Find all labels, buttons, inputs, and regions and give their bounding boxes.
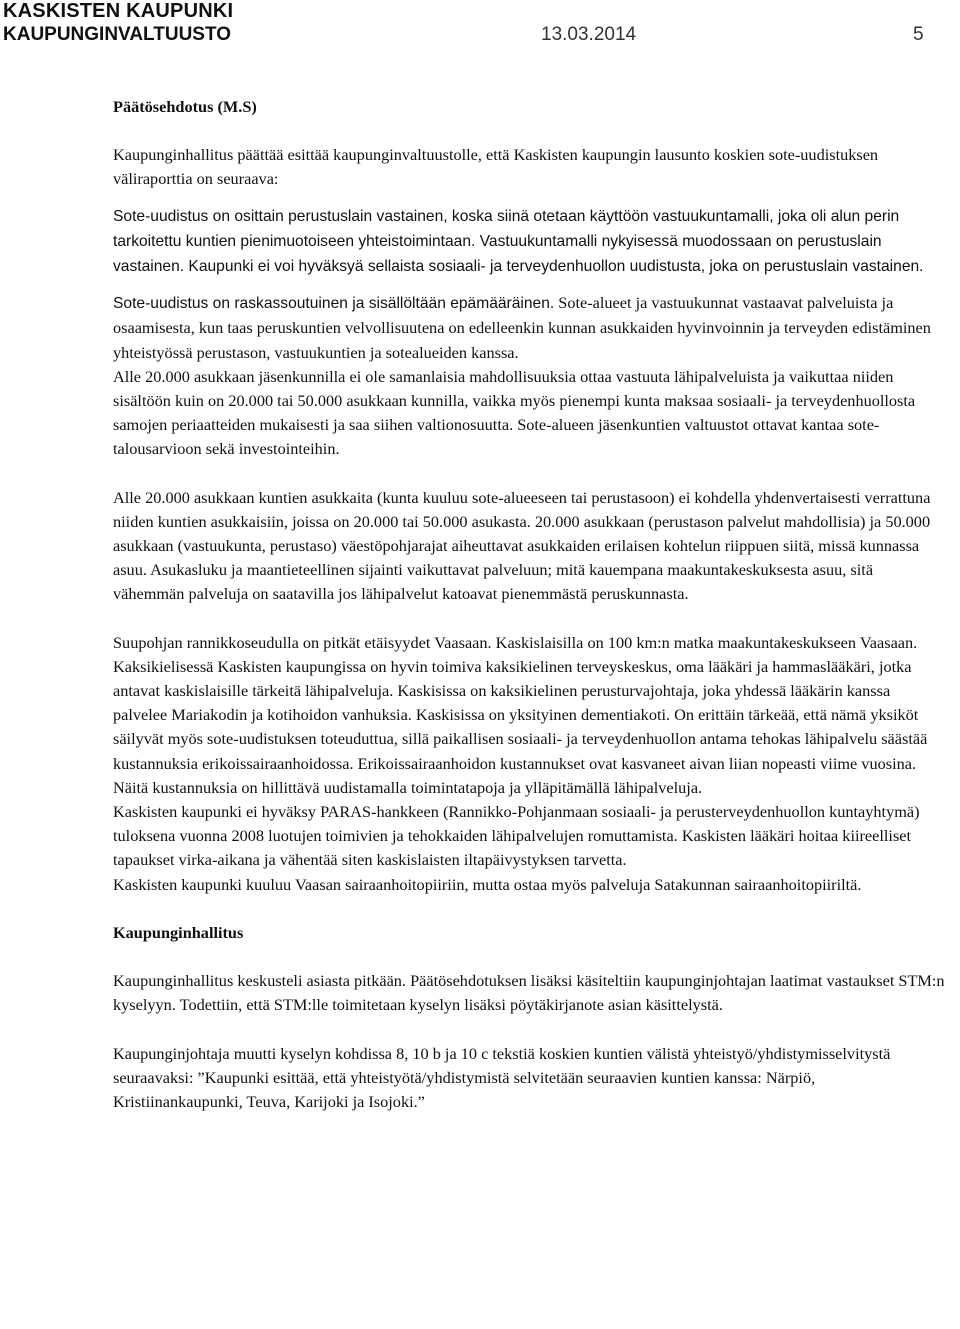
- statement-paragraph-2: [113, 291, 948, 365]
- suupohja-paragraph: Suupohjan rannikkoseudulla on pitkät etäisyydet Vaasaan. Kaskislaisilla on 100 km:n matka maakuntakeskukseen Vaasaan. Kaksikielisessä Kaskisten kaupungissa on hyvin toimiva kaksikielinen terveyskeskus, oma lääkäri ja hammaslääkäri, jotka antavat kaskislaisille tärkeitä lähipalveluja. Kaskisissa on kaksikielinen perusturvajohtaja, joka yhdessä lääkärin kanssa palvelee Mariakodin ja kotihoidon vanhuksia. Kaskisissa on yksityinen dementiakoti. On erittäin tärkeää, että nämä yksiköt säilyvät myös sote-uudistuksen toteuduttua, sillä paikallisen sosiaali- ja terveydenhuollon antama tehokas lähipalvelu säästää kustannuksia erikoissairaanhoidossa. Erikoissairaanhoidon kustannukset ovat kasvaneet aivan liian nopeasti viime vuosina. Näitä kustannuksia on hillittävä uudistamalla toimintatapoja ja ylläpitämällä lähipalveluja.: [113, 632, 928, 797]
- paras-paragraph: Kaskisten kaupunki ei hyväksy PARAS-hankkeen (Rannikko-Pohjanmaan sosiaali- ja perusterveydenhuollon kuntayhtymä) tuloksena vuonna 2008 luotujen toimivien ja tehokkaiden lähipalvelujen romuttamista. Kaskisten lääkäri hoitaa kiireelliset tapaukset virka-aikana ja vähentää siten kaskislaisten iltapäivystyksen tarvetta.: [113, 802, 920, 870]
- department-name: KAUPUNGINVALTUUSTO: [3, 24, 231, 45]
- meeting-date: 13.03.2014: [541, 24, 637, 45]
- statement-2-text-b: Sote-alueet ja vastuukunnat vastaavat palveluista ja osaamisesta, kun taas peruskuntien velvollisuutena on edelleenkin kunnan asukkaiden hyvinvoinnin ja terveyden edistäminen yhteistyössä perustason, vastuukuntien ja sotealueiden kanssa.: [113, 293, 931, 362]
- page-number: 5: [913, 24, 924, 45]
- under-20k-paragraph-2: Alle 20.000 asukkaan kuntien asukkaita (kunta kuuluu sote-alueeseen tai perustasoon) ei kohdella yhdenvertaisesti verrattuna niiden kuntien asukkaisiin, joissa on 20.000 tai 50.000 asukasta. 20.000 asukkaan (perustason palvelut mahdollisia) ja 50.000 asukkaan (vastuukunta, perustaso) väestöpohjarajat aiheuttavat asukkaiden erilaisen kohtelun riippuen siitä, missä kunnassa asuu. Asukasluku ja maantieteellinen sijainti vaikuttavat palveluun; mitä kauempana maakuntakeskuksesta asuu, sitä vähemmän palveluja on saatavilla jos lähipalvelut katoavat pienemmästä peruskunnasta.: [113, 487, 931, 604]
- intro-paragraph: Kaupunginhallitus päättää esittää kaupunginvaltuustolle, että Kaskisten kaupungin lausunto koskien sote-uudistuksen väliraporttia on seuraava:: [113, 145, 879, 189]
- mayor-paragraph: Kaupunginjohtaja muutti kyselyn kohdissa 8, 10 b ja 10 c tekstiä koskien kuntien välistä yhteistyö/yhdistymisselvitystä seuraavaksi: ”Kaupunki esittää, että yhteistyötä/yhdistymistä selvitetään seuraavien kuntien kanssa: Närpiö, Kristiinankaupunki, Teuva, Karijoki ja Isojoki.”: [113, 1043, 891, 1111]
- statement-1-text-a: Sote-uudistus on osittain perustuslain vastainen, koska siinä otetaan käyttöön vastuukuntamalli, joka oli alun perin tarkoitettu kuntien pienimuotoiseen yhteistoimintaan.: [113, 207, 900, 250]
- statement-1-text-c: Kaupunki ei voi hyväksyä sellaista sosiaali- ja terveydenhuollon uudistusta, joka on perustuslain vastainen.: [184, 258, 924, 276]
- document-body: [113, 95, 948, 1114]
- statement-2-text-a: Sote-uudistus on raskassoutuinen ja sisällöltään epämääräinen.: [113, 295, 555, 313]
- statement-1-text-b: Vastuukuntamalli nykyisessä muodossaan on perustuslain vastainen.: [113, 232, 882, 276]
- under-20k-paragraph: Alle 20.000 asukkaan jäsenkunnilla ei ole samanlaisia mahdollisuuksia ottaa vastuuta lähipalveluista ja vaikuttaa niiden sisältöön kuin on 20.000 tai 50.000 asukkaan kunnilla, vaikka myös pienempi kunta maksaa sosiaali- ja terveydenhuollosta samojen periaatteiden mukaisesti ja saa siihen valtionosuutta. Sote-alueen jäsenkuntien valtuustot ottavat kantaa sote-talousarvioon sekä investointeihin.: [113, 366, 916, 459]
- board-paragraph: Kaupunginhallitus keskusteli asiasta pitkään. Päätösehdotuksen lisäksi käsiteltiin kaupunginjohtajan laatimat vastaukset STM:n kyselyyn. Todettiin, että STM:lle toimitetaan kyselyn lisäksi pöytäkirjanote asian käsittelystä.: [113, 971, 945, 1015]
- vaasa-paragraph: Kaskisten kaupunki kuuluu Vaasan sairaanhoitopiiriin, mutta ostaa myös palveluja Satakunnan sairaanhoitopiiriltä.: [113, 874, 862, 894]
- organization-name: KASKISTEN KAUPUNKI: [3, 0, 234, 22]
- board-heading: Kaupunginhallitus: [113, 922, 244, 942]
- proposal-heading: Päätösehdotus (M.S): [113, 97, 257, 116]
- header-row: [3, 24, 953, 46]
- statement-paragraph-1: [113, 204, 948, 280]
